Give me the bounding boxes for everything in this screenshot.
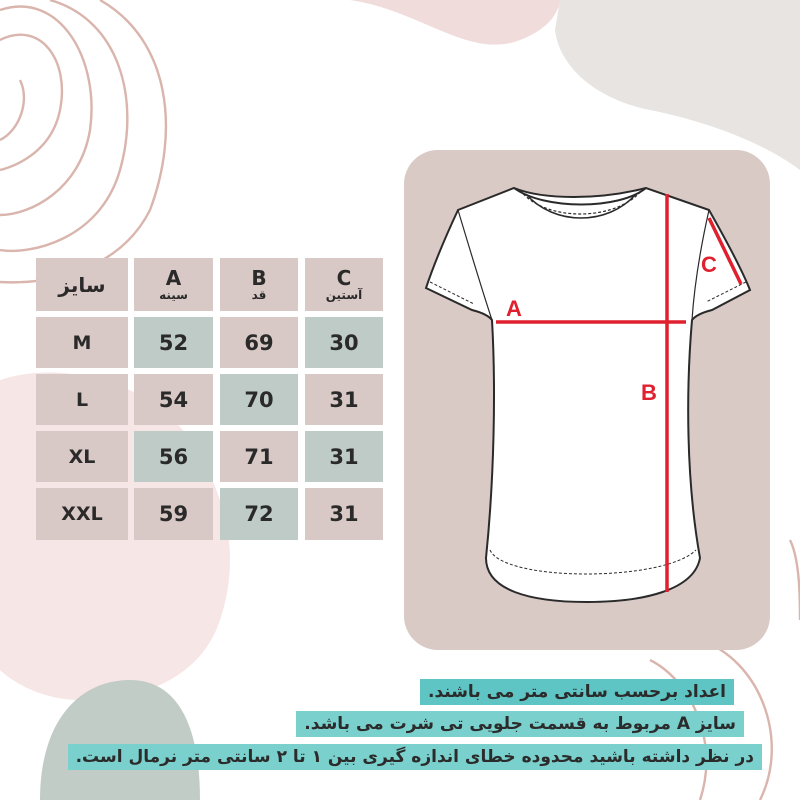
measure-label-c: C [701, 252, 717, 277]
table-row-xl-c: 31 [305, 431, 383, 482]
note-line-2: سایز A مربوط به قسمت جلویی تی شرت می باشد. [296, 711, 744, 737]
header-a-letter: A [165, 265, 182, 290]
header-size-cell [36, 258, 128, 311]
table-row-m-size: M [36, 317, 128, 368]
header-b-sub: قد [251, 287, 267, 302]
table-row-xxl-a: 59 [134, 488, 213, 540]
table-row-l-c: 31 [305, 374, 383, 425]
table-row-xxl-c: 31 [305, 488, 383, 540]
tshirt-diagram [404, 150, 770, 650]
header-size-label: سایز [58, 272, 106, 297]
header-c-letter: C [336, 265, 352, 290]
table-row-xl-a: 56 [134, 431, 213, 482]
header-c-sub: آستین [325, 287, 363, 302]
table-row-xxl-b: 72 [220, 488, 298, 540]
note-line-1: اعداد برحسب سانتی متر می باشند. [420, 679, 734, 705]
table-row-xl-size: XL [36, 431, 128, 482]
measure-label-b: B [641, 380, 657, 405]
table-row-m-b: 69 [220, 317, 298, 368]
header-b-letter: B [251, 265, 267, 290]
note-line-3: در نظر داشته باشید محدوده خطای اندازه گیری بین ۱ تا ۲ سانتی متر نرمال است. [68, 744, 762, 770]
table-row-xl-b: 71 [220, 431, 298, 482]
header-a-sub: سینه [159, 287, 188, 302]
measure-label-a: A [506, 296, 522, 321]
table-row-l-a: 54 [134, 374, 213, 425]
table-row-l-b: 70 [220, 374, 298, 425]
header-col-c [305, 258, 383, 311]
table-row-m-a: 52 [134, 317, 213, 368]
table-row-m-c: 30 [305, 317, 383, 368]
header-col-a [134, 258, 213, 311]
table-row-l-size: L [36, 374, 128, 425]
header-col-b [220, 258, 298, 311]
table-row-xxl-size: XXL [36, 488, 128, 540]
